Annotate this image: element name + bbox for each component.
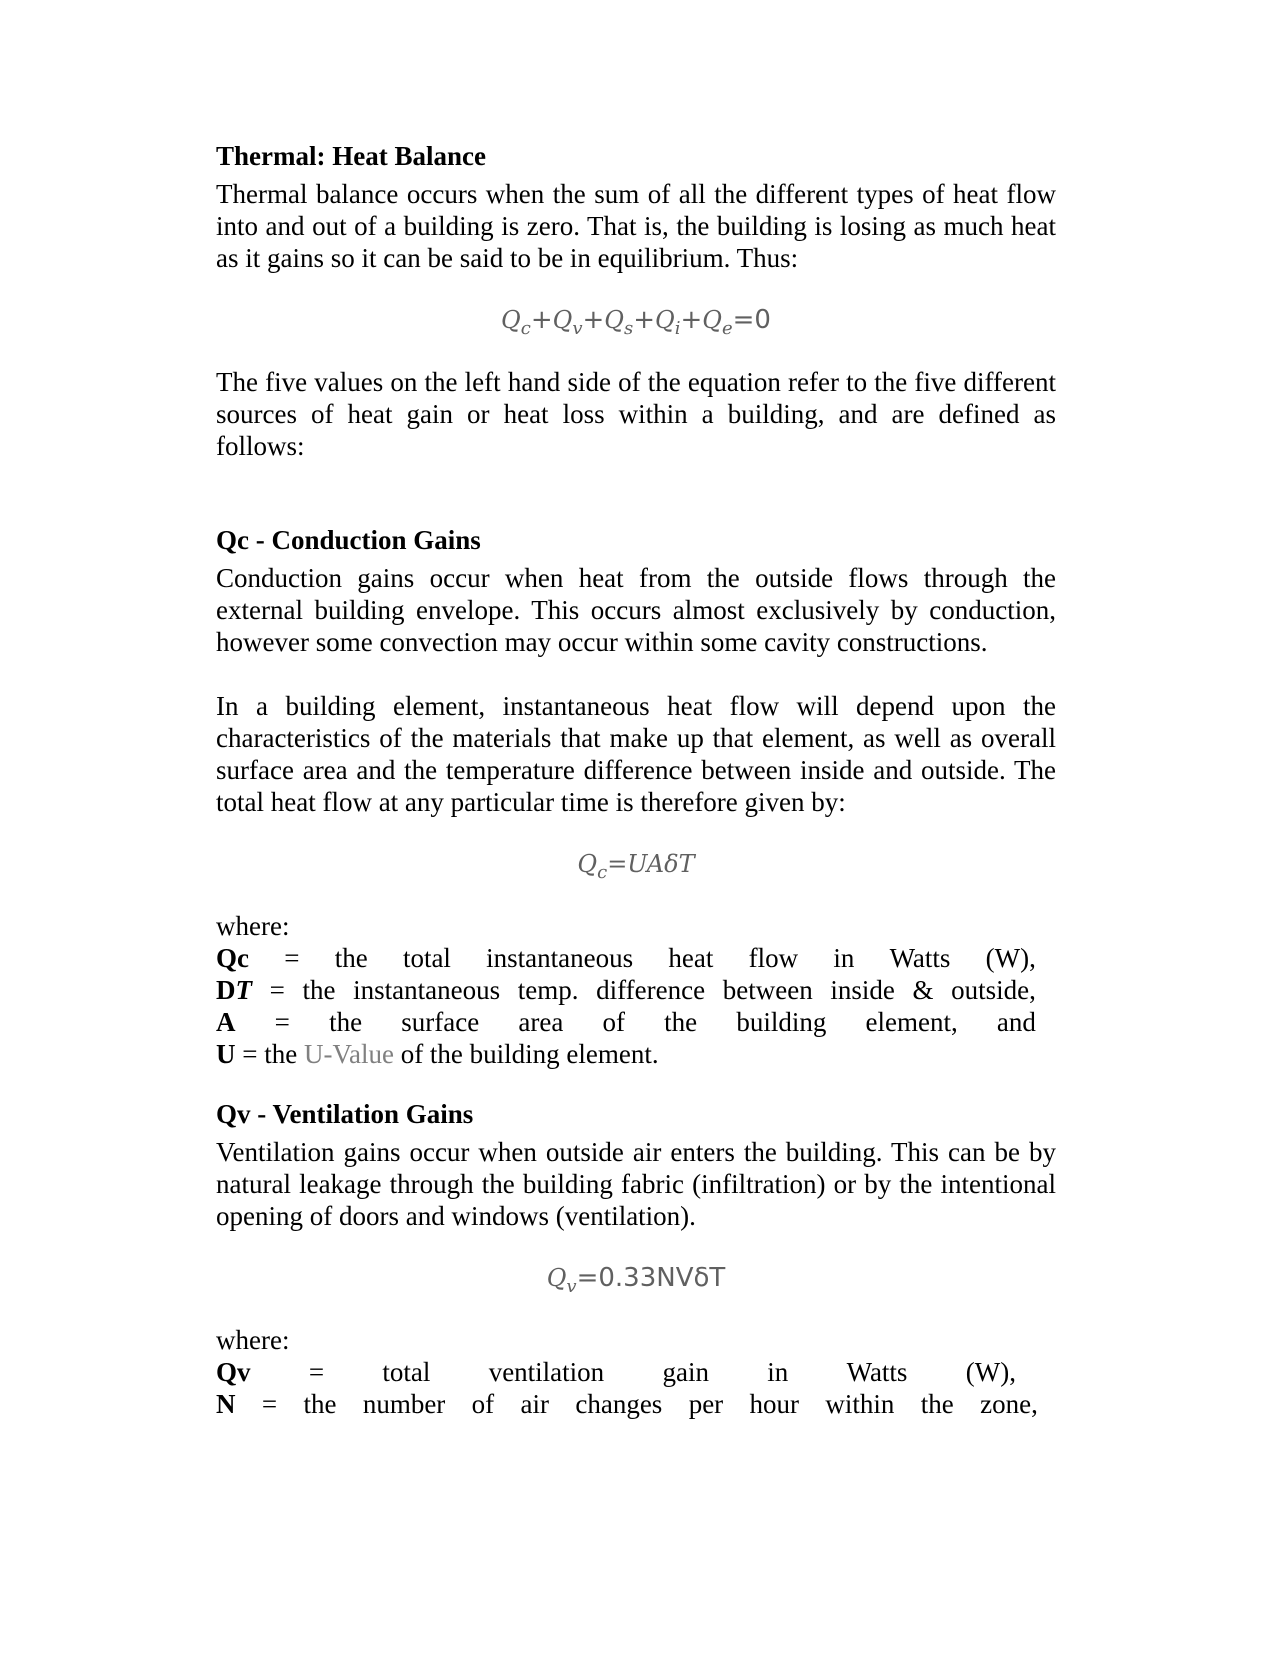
- definition-word: in: [767, 1357, 789, 1387]
- section-heading-heat-balance: Thermal: Heat Balance: [216, 141, 486, 171]
- definition-word: outside,: [951, 975, 1036, 1005]
- equation-subscript: c: [597, 862, 608, 884]
- document-page: [216, 140, 1056, 1420]
- definition-word: in: [833, 943, 855, 973]
- definition-text: of the building element.: [393, 1039, 659, 1069]
- spacer: [216, 818, 1056, 846]
- definition-term: [216, 974, 252, 1006]
- definition-word: the: [920, 1389, 954, 1419]
- definition-word: the: [329, 1007, 363, 1037]
- spacer: [216, 882, 1056, 910]
- spacer: [216, 1232, 1056, 1260]
- definition-word: temp.: [517, 975, 579, 1005]
- spacer: [216, 274, 1056, 302]
- equation-subscript: i: [674, 318, 681, 340]
- definition-word: =: [284, 943, 300, 973]
- equation-term: Q: [655, 306, 675, 334]
- equation-rhs: =UAδT: [607, 850, 695, 878]
- paragraph-ventilation-1: Ventilation gains occur when outside air enters the building. This can be by natural leakage through the building fabric (infiltration) or by the intentional opening of doors and windows (ventilation).: [216, 1137, 1056, 1231]
- paragraph-conduction-2: In a building element, instantaneous heat flow will depend upon the characteristics of the materials that make up that element, as well as overall surface area and the temperature difference between inside and outside. The total heat flow at any particular time is therefore given by:: [216, 691, 1056, 817]
- equation-term: Q: [604, 306, 624, 334]
- definition-term: Qc: [216, 943, 249, 973]
- paragraph-five-values: The five values on the left hand side of the equation refer to the five different sources of heat gain or heat loss within a building, and are defined as follows:: [216, 367, 1056, 461]
- definition-word: instantaneous: [353, 975, 501, 1005]
- definition-word: air: [520, 1389, 549, 1419]
- definition-word: the: [334, 943, 368, 973]
- definition-word: within: [825, 1389, 895, 1419]
- definition-word: between: [722, 975, 813, 1005]
- definition-term: N: [216, 1389, 236, 1419]
- equation-rhs: =0: [732, 305, 771, 335]
- equation-term: Q: [552, 306, 573, 334]
- equation-subscript: s: [623, 318, 634, 340]
- spacer: [216, 1296, 1056, 1324]
- definition-word: instantaneous: [486, 943, 634, 973]
- definition-word: (W),: [965, 1357, 1016, 1387]
- equation-term: Q: [702, 306, 722, 334]
- paragraph-heat-balance-intro: Thermal balance occurs when the sum of all the different types of heat flow into and out of a building is zero. That is, the building is losing as much heat as it gains so it can be said to be in equilibrium. Thus:: [216, 179, 1056, 273]
- definition-text: = the: [235, 1039, 304, 1069]
- where-label-conduction: where:: [216, 911, 290, 941]
- spacer: [216, 338, 1056, 366]
- definition-word: of: [471, 1389, 495, 1419]
- definition-word: the: [302, 975, 336, 1005]
- definition-term-d: D: [216, 975, 236, 1005]
- definition-word: Watts: [846, 1357, 908, 1387]
- equation-subscript: e: [721, 318, 733, 340]
- equation-ventilation: [216, 1260, 1056, 1296]
- spacer: [216, 658, 1056, 690]
- definition-word: zone,: [980, 1389, 1038, 1419]
- definition-word: changes: [575, 1389, 663, 1419]
- definition-u: [216, 1038, 1056, 1070]
- definition-word: inside: [830, 975, 895, 1005]
- definition-n: [216, 1388, 1038, 1420]
- equation-term: Q: [546, 1264, 567, 1292]
- definition-word: flow: [748, 943, 799, 973]
- equation-term: Q: [501, 306, 521, 334]
- definition-word: element,: [865, 1007, 958, 1037]
- definition-dt: [216, 974, 1036, 1006]
- definition-word: =: [269, 975, 285, 1005]
- definition-word: area: [518, 1007, 564, 1037]
- definition-word: &: [912, 975, 934, 1005]
- equation-term: Q: [577, 850, 598, 878]
- definition-word: surface: [401, 1007, 480, 1037]
- definition-word: the: [303, 1389, 337, 1419]
- definition-word: Watts: [889, 943, 951, 973]
- definition-word: gain: [662, 1357, 709, 1387]
- equation-subscript: v: [566, 1276, 577, 1298]
- equation-operator: +: [680, 305, 703, 335]
- definition-word: =: [274, 1007, 290, 1037]
- u-value-link[interactable]: U-Value: [303, 1039, 394, 1069]
- definition-word: ventilation: [488, 1357, 605, 1387]
- definition-term-t: T: [235, 975, 252, 1005]
- equation-operator: +: [633, 305, 656, 335]
- definition-qv: [216, 1356, 1016, 1388]
- definition-word: and: [996, 1007, 1036, 1037]
- spacer: [216, 462, 1056, 524]
- definition-qc: [216, 942, 1036, 974]
- paragraph-conduction-1: Conduction gains occur when heat from the outside flows through the external building envelope. This occurs almost exclusively by conduction, however some convection may occur within some cavity constructions.: [216, 563, 1056, 657]
- section-heading-conduction-gains: Qc - Conduction Gains: [216, 525, 481, 555]
- equation-operator: +: [530, 305, 553, 335]
- definition-word: number: [362, 1389, 446, 1419]
- spacer: [216, 1070, 1056, 1098]
- section-heading-ventilation-gains: Qv - Ventilation Gains: [216, 1099, 474, 1129]
- where-label-ventilation: where:: [216, 1325, 290, 1355]
- definition-word: =: [308, 1357, 325, 1387]
- definition-word: of: [602, 1007, 625, 1037]
- definition-word: heat: [668, 943, 714, 973]
- definition-word: building: [736, 1007, 827, 1037]
- definition-word: (W),: [985, 943, 1036, 973]
- definition-word: the: [664, 1007, 698, 1037]
- definition-term: Qv: [216, 1357, 251, 1387]
- equation-subscript: c: [520, 318, 531, 340]
- definition-term: U: [216, 1039, 236, 1069]
- definition-word: =: [261, 1389, 278, 1419]
- definition-word: total: [382, 1357, 431, 1387]
- equation-rhs: =0.33NVδT: [576, 1263, 726, 1293]
- equation-conduction: [216, 846, 1056, 882]
- definition-term: A: [216, 1007, 236, 1037]
- definition-a: [216, 1006, 1036, 1038]
- definition-word: total: [402, 943, 451, 973]
- equation-subscript: v: [572, 318, 583, 340]
- equation-operator: +: [582, 305, 605, 335]
- definition-word: hour: [749, 1389, 800, 1419]
- equation-heat-balance: [216, 302, 1056, 338]
- definition-word: difference: [596, 975, 706, 1005]
- definition-word: per: [688, 1389, 724, 1419]
